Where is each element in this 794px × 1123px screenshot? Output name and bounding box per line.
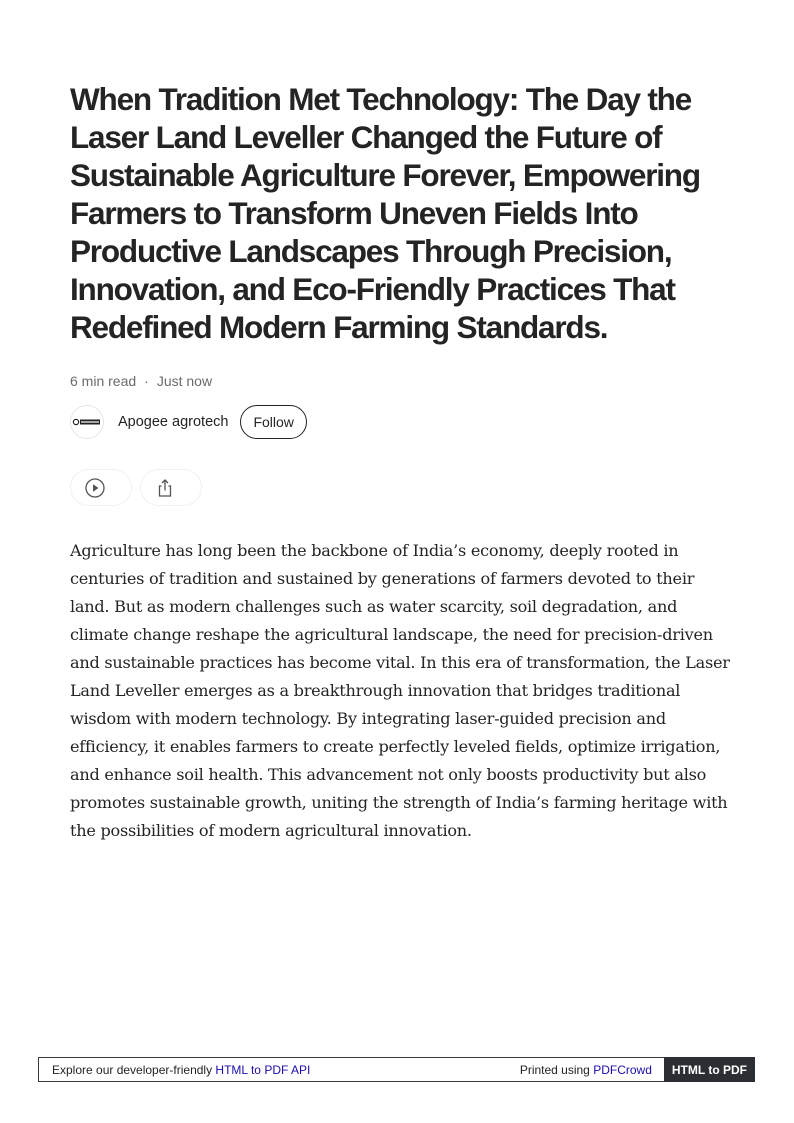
article-body: Agriculture has long been the backbone of India’s economy, deeply rooted in centuries of tradition and sustained by generations of farmers devoted to their land. But as modern challenges such as water scarcity, soil degradation, and climate change reshape the agricultural landscape, the need for precision-driven and sustainable practices has become vital. In this era of transformation, the Laser Land Leveller emerges as a breakthrough innovation that bridges traditional wisdom with modern technology. By integrating laser-guided precision and efficiency, it enables farmers to create perfectly leveled fields, optimize irrigation, and enhance soil health. This advancement not only boosts productivity but also promotes sustainable growth, uniting the strength of India’s farming heritage with the possibilities of modern agricultural innovation.	[70, 541, 730, 840]
html-to-pdf-api-link[interactable]: HTML to PDF API	[215, 1062, 311, 1077]
share-button[interactable]	[140, 469, 202, 506]
play-circle-icon	[84, 477, 106, 499]
footer-explore-text: Explore our developer-friendly	[52, 1062, 216, 1077]
avatar[interactable]	[70, 405, 104, 439]
article	[70, 80, 730, 845]
footer-printed-text: Printed using	[519, 1062, 594, 1077]
meta-separator: ·	[144, 373, 149, 389]
html-to-pdf-button[interactable]: HTML to PDF	[664, 1057, 755, 1082]
pdf-footer-banner	[38, 1057, 755, 1082]
article-title: When Tradition Met Technology: The Day the Laser Land Leveller Changed the Future of Sustainable Agriculture Forever, Empowering Farmers to Transform Uneven Fields Into Productive Landscapes Through Precision, Innovation, and Eco-Friendly Practices That Redefined Modern Farming Standards.	[70, 81, 700, 345]
read-time: 6 min read	[70, 373, 137, 389]
footer-printed	[520, 1063, 664, 1077]
apogee-logo-icon	[72, 416, 102, 428]
publish-time: Just now	[156, 373, 213, 389]
follow-button[interactable]: Follow	[240, 405, 306, 439]
pdfcrowd-link[interactable]: PDFCrowd	[593, 1062, 652, 1077]
author-row	[70, 404, 730, 440]
article-meta	[70, 371, 730, 391]
author-name[interactable]: Apogee agrotech	[118, 414, 229, 430]
action-row	[70, 469, 730, 506]
footer-explore	[39, 1063, 520, 1077]
listen-button[interactable]	[70, 469, 132, 506]
share-icon	[154, 477, 176, 499]
